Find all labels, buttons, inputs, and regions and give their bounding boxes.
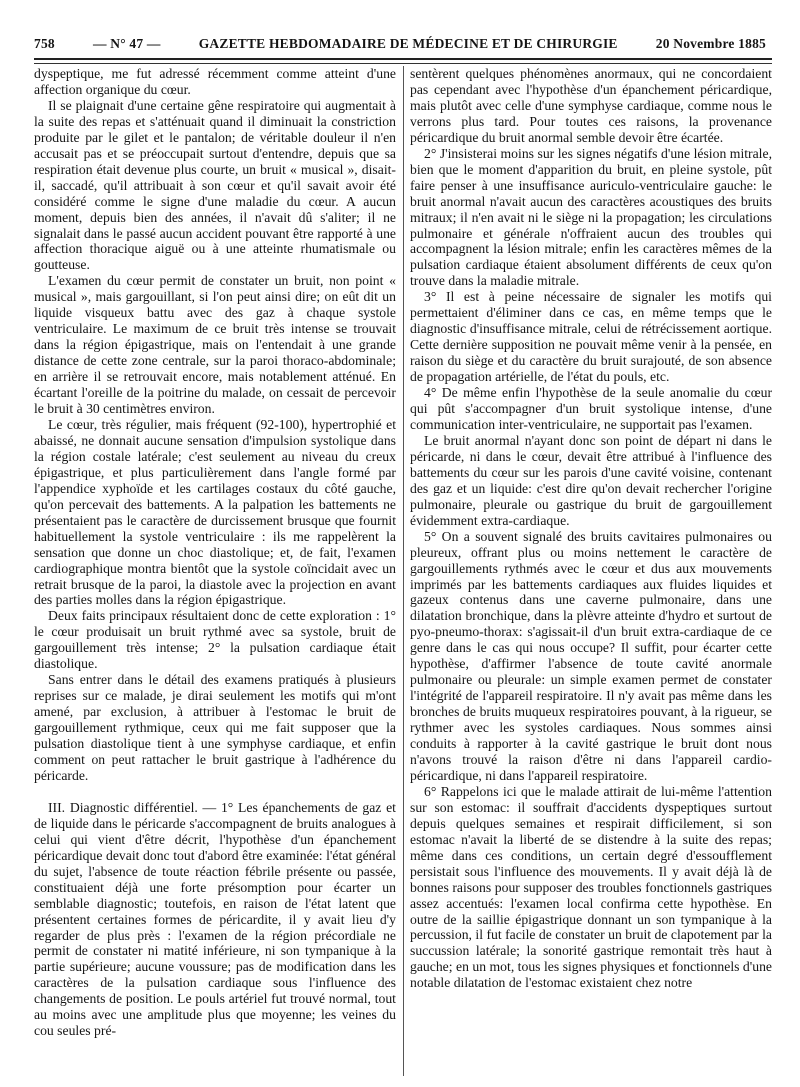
right-column (410, 66, 772, 1076)
paragraph: 4° De même enfin l'hypothèse de la seule anomalie du cœur qui pût s'accompagner d'un bruit systolique intense, d'une communication inter-ventriculaire, ne supportait pas l'examen. (410, 385, 772, 432)
paragraph: Le cœur, très régulier, mais fréquent (92-100), hypertrophié et abaissé, ne donnait aucune sensation d'impulsion systolique dans la région costale latérale; c'est seulement au niveau du creux épigastrique, et plus particulièrement dans l'angle formé par l'appendice xyphoïde et les cartilages costaux du côté gauche, qu'on percevait des battements. A la palpation les battements ne présentaient pas le caractère de durcissement brusque que fournit habituellement la systole ventriculaire : ils me rappelèrent la sensation que donne un choc diastolique; et, de fait, l'examen cardiographique montra bientôt que la systole coïncidait avec un retrait brusque de la paroi, la diastole avec la projection en avant des parties molles dans la région épigastrique. (34, 416, 396, 608)
paragraph: 6° Rappelons ici que le malade attirait de lui-même l'attention sur son estomac: il souffrait d'accidents dyspeptiques surtout depuis quelques semaines et respirait difficilement, si son estomac n'avait la liberté de se distendre à la suite des repas; même dans ces conditions, un certain degré d'essoufflement persistait sous l'influence des mouvements. Il y avait déjà là de bonnes raisons pour supposer des troubles fonctionnels gastriques assez accentués: l'examen local confirma cette hypothèse. En outre de la saillie épigastrique donnant un son tympanique à la percussion, il fut facile de constater un bruit de clapotement par la succussion latérale; la sonorité gastrique remontait très haut à gauche; en un mot, tous les signes physiques et fonctionnels d'une notable dilatation de l'estomac existaient chez notre (410, 783, 772, 991)
issue-number: — N° 47 — (93, 36, 161, 51)
paragraph: sentèrent quelques phénomènes anormaux, qui ne concordaient pas cependant avec l'hypothèse d'un épanchement péricardique, mais plutôt avec celle d'une symphyse cardiaque, comme nous le verrons plus tard. Pour toutes ces raisons, la provenance péricardique du bruit anormal semble devoir être écartée. (410, 66, 772, 145)
paragraph: 2° J'insisterai moins sur les signes négatifs d'une lésion mitrale, bien que le moment d'apparition du bruit, en pleine systole, pût faire penser à une insuffisance auriculo-ventriculaire gauche: le bruit anormal n'avait aucun des caractères acoustiques des bruits mitraux; il n'en avait ni le siège ni la propagation; les circulations pulmonaire et générale n'offraient aucun des troubles qui accompagnent la lésion mitrale; enfin les caractères mêmes de la pulsation cardiaque étaient absolument différents de ceux qu'on trouve dans la maladie mitrale. (410, 145, 772, 289)
paragraph: dyspeptique, me fut adressé récemment comme atteint d'une affection organique du cœur. (34, 66, 396, 97)
paragraph: 3° Il est à peine nécessaire de signaler les motifs qui permettaient d'éliminer dans ce cas, en même temps que le diagnostic d'insuffisance mitrale, celui de rétrécissement aortique. Cette dernière supposition ne pouvait même venir à la pensée, en raison du siège et du caractère du bruit surajouté, de son absence de propagation artérielle, de l'état du pouls, etc. (410, 289, 772, 385)
paragraph: Le bruit anormal n'ayant donc son point de départ ni dans le péricarde, ni dans le cœur, devait être attribué à l'influence des battements du cœur sur les parois d'une cavité voisine, contenant des gaz et un liquide: c'est dire qu'on devait rechercher l'origine pulmonaire, pleurale ou gastrique du bruit de gargouillement évidemment extra-cardiaque. (410, 432, 772, 528)
journal-title: GAZETTE HEBDOMADAIRE DE MÉDECINE ET DE CHIRURGIE (198, 36, 618, 51)
paragraph: L'examen du cœur permit de constater un bruit, non point « musical », mais gargouillant, si l'on peut ainsi dire; on eût dit un liquide visqueux battu avec des gaz à chaque systole ventriculaire. Le maximum de ce bruit très intense se trouvait dans la région épigastrique, mais on l'entendait à une grande distance de cette zone centrale, sur la paroi thoraco-abdominale; en arrière il se retrouvait encore, mais notablement atténué. En écartant l'oreille de la poitrine du malade, on cessait de percevoir le bruit à 30 centimètres environ. (34, 273, 396, 417)
section-paragraph-diagnostic: III. Diagnostic différentiel. — 1° Les épanchements de gaz et de liquide dans le péricarde s'accompagnent de bruits analogues à celui qui vient d'être décrit, l'hypothèse d'un épanchement péricardique devait donc tout d'abord être examinée: l'état général du sujet, l'absence de toute réaction fébrile présente ou passée, constituaient déjà une forte présomption pour écarter un semblable diagnostic; toutefois, en raison de l'état latent que présentent certaines formes de péricardite, il y avait lieu d'y regarder de plus près : l'examen de la région précordiale ne permit de constater ni matité inférieure, ni son tympanique à la partie supérieure; aucune voussure; pas de modification dans les caractères de la pulsation cardiaque sous l'influence des changements de position. Le pouls artériel fut trouvé normal, tout au moins avec une amplitude plus que moyenne; les veines du cou seules pré- (34, 799, 396, 1039)
header-rule-thick (34, 58, 772, 60)
paragraph: Sans entrer dans le détail des examens pratiqués à plusieurs reprises sur ce malade, je dirai seulement les motifs qui m'ont amené, par exclusion, à attribuer à l'estomac le bruit de gargouillement rythmique, ceux qui me fait supposer que la pulsation diastolique tient à une symphyse cardiaque, et enfin comment on peut rattacher le bruit gastrique à l'adhérence du péricarde. (34, 672, 396, 783)
column-divider (403, 66, 404, 1076)
paragraph: Il se plaignait d'une certaine gêne respiratoire qui augmentait à la suite des repas et s'atténuait quand il diminuait la constriction produite par le gilet et le pantalon; de véritable douleur il n'en accusait pas et se préoccupait surtout d'entendre, depuis que sa respiration était devenue plus courte, un bruit « musical », disait-il, saccadé, qu'il attribuait à son cœur et qu'il savait avoir été considéré comme le signe d'une maladie du cœur. A aucun moment, depuis bien des années, il n'avait dû s'aliter; il ne signalait dans le passé aucun accident pouvant être rapporté à une affection thoracique aiguë ou à une atteinte rhumatismale ou goutteuse. (34, 97, 396, 273)
paragraph: Deux faits principaux résultaient donc de cette exploration : 1° le cœur produisait un bruit rythmé avec sa systole, bruit de gargouillement très intense; 2° la pulsation cardiaque était diastolique. (34, 608, 396, 672)
running-header (34, 36, 772, 56)
page-number: 758 (34, 36, 55, 51)
two-column-body (34, 66, 772, 1076)
left-column (34, 66, 396, 1076)
header-rule-thin (34, 63, 772, 64)
issue-date: 20 Novembre 1885 (655, 36, 766, 51)
paragraph: 5° On a souvent signalé des bruits cavitaires pulmonaires ou pleureux, offrant plus ou moins nettement le caractère de gargouillements rythmés avec le cœur et dus aux mouvements imprimés par les battements cardiaques aux fluides liquides et gazeux contenus dans une caverne pulmonaire, dans une dilatation bronchique, dans la plèvre atteinte d'hydro et surtout de pyo-pneumo-thorax: s'agissait-il d'un bruit extra-cardiaque de ce genre dans le cas qui nous occupe? Il suffit, pour écarter cette hypothèse, d'affirmer l'absence de toute cavité anormale pulmonaire ou pleurale: un simple examen permet de constater l'intégrité de l'appareil respiratoire. Il n'y avait pas même dans les bronches de bruits muqueux respiratoires pouvant, à la rigueur, se rythmer avec les systoles cardiaques. Nous sommes ainsi conduits à rapporter à la cavité gastrique le bruit dont nous n'avons trouvé la raison d'être ni dans l'appareil cardio-péricardique, ni dans l'appareil respiratoire. (410, 528, 772, 783)
journal-page (34, 36, 772, 1076)
